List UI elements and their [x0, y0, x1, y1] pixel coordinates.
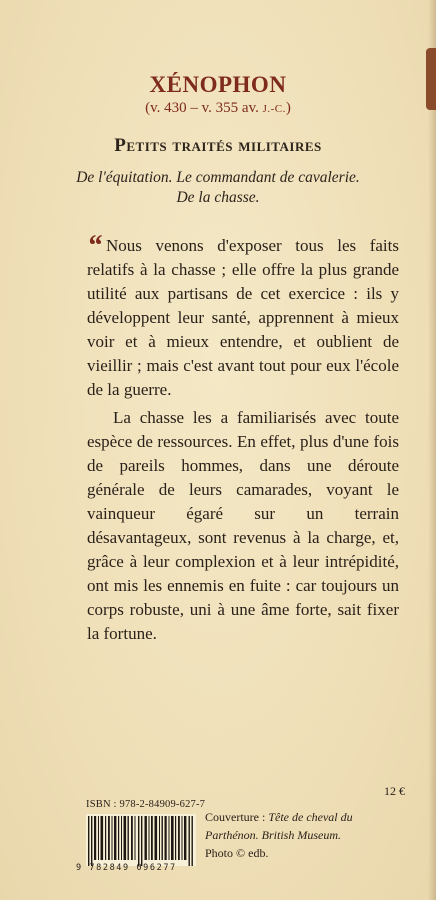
author-dates-close: ) — [285, 100, 291, 116]
excerpt-paragraph-2: La chasse les a familiarisés avec toute espèce de ressources. En effet, plus d'une fois de pareils hommes, dans une déroute générale de leurs camarades, voyant le vainqueur égaré sur un terrain désavantageux, sont revenus à la charge, et, grâce à leur complexion et à leur intrépidité, ont mis les ennemis en fuite : car toujours un corps robuste, uni à une âme forte, sait fixer la fortune. — [87, 408, 399, 643]
credit-work: Tête de cheval du Parthénon. British Museum. — [205, 810, 353, 842]
excerpt — [87, 229, 399, 646]
contents-line-1: De l'équitation. Le commandant de cavalerie. — [76, 169, 360, 186]
isbn: ISBN : 978-2-84909-627-7 — [86, 799, 206, 810]
book-title: Petits traités militaires — [114, 135, 322, 156]
credit-label: Couverture : — [205, 810, 269, 824]
excerpt-paragraph-1 — [87, 229, 399, 402]
author-dates — [0, 100, 436, 117]
price: 12 € — [384, 784, 405, 798]
book-contents — [0, 168, 436, 208]
credit-photo: Photo © edb. — [205, 846, 269, 860]
contents-line-2: De la chasse. — [176, 189, 260, 206]
cover-credits — [205, 808, 375, 862]
barcode-digits: 9 782849 096277 — [76, 863, 177, 873]
author-dates-main: (v. 430 – v. 355 av. — [145, 100, 263, 116]
author-dates-era: J.-C. — [262, 103, 286, 115]
author-name: XÉNOPHON — [149, 72, 287, 97]
quote-mark-icon: “ — [87, 229, 102, 262]
excerpt-paragraph-1-text: Nous venons d'exposer tous les faits relatifs à la chasse ; elle offre la plus grande utilité aux partisans de cet exercice : ils y développent leur santé, apprennent à mieux voir et à mieux entendre, et oublient de vieillir ; mais c'est avant tout pour eux l'école de la guerre. — [87, 236, 399, 399]
